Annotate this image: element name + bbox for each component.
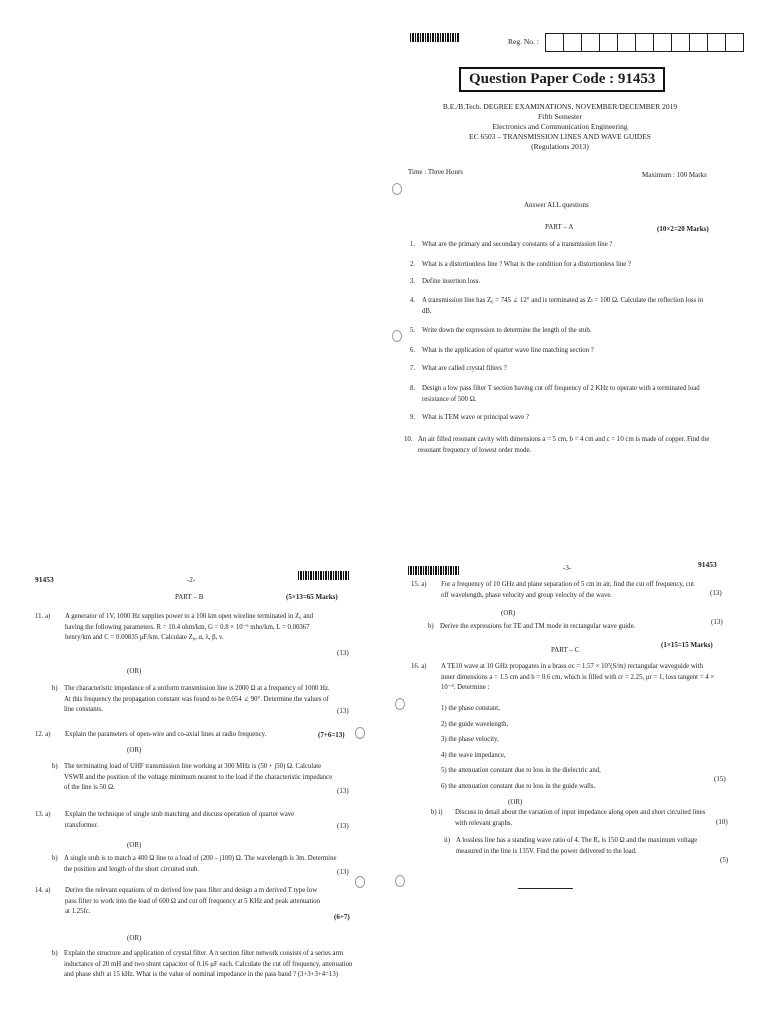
question-6 bbox=[410, 346, 730, 358]
list-item: 1) the phase constant, bbox=[441, 705, 500, 712]
question-1 bbox=[410, 240, 730, 252]
or-separator: (OR) bbox=[501, 609, 516, 617]
punch-hole-mark bbox=[395, 875, 405, 887]
marks: (13) bbox=[337, 649, 349, 657]
list-item: 6) the attenuation constant due to loss in the guide walls. bbox=[441, 782, 596, 790]
punch-hole-mark bbox=[392, 330, 402, 342]
question-text: Derive the expressions for TE and TM mode in rectangular wave guide. bbox=[440, 623, 636, 630]
reg-no-label: Reg. No. : bbox=[508, 37, 539, 46]
question-number: 15. a) bbox=[411, 581, 427, 588]
part-a-marks: (10×2=20 Marks) bbox=[657, 225, 709, 233]
barcode bbox=[408, 566, 460, 575]
question-number: b) i) bbox=[431, 809, 443, 816]
marks: (6+7) bbox=[334, 913, 350, 921]
punch-hole-mark bbox=[355, 876, 365, 888]
marks: (13) bbox=[337, 868, 349, 876]
or-separator: (OR) bbox=[127, 841, 142, 849]
marks: (10) bbox=[716, 818, 728, 826]
question-7 bbox=[410, 364, 730, 376]
marks: (13) bbox=[710, 589, 722, 597]
marks: (13) bbox=[337, 707, 349, 715]
question-number: b) bbox=[52, 685, 58, 692]
part-a-title: PART – A bbox=[545, 223, 574, 231]
question-text: What is a distortionless line ? What is the condition for a distortionless line ? bbox=[422, 261, 632, 268]
question-number: 9. bbox=[410, 414, 416, 421]
question-text: The characteristic impedance of a uniform transmission line is 2000 Ω at a frequency of 1000 Hz. At this frequency the propagation constant was found to be 0.054 ∠ 90°. Determine the values of line constants. bbox=[64, 685, 330, 713]
part-c-title: PART – C bbox=[551, 646, 580, 654]
barcode bbox=[410, 33, 460, 42]
marks: (5) bbox=[720, 856, 729, 864]
question-14b bbox=[52, 949, 357, 1004]
question-text: Write down the expression to determine the length of the stub. bbox=[422, 327, 592, 334]
question-number: 13. a) bbox=[35, 811, 51, 818]
question-text: Explain the parameters of open-wire and co-axial lines at radio frequency. bbox=[65, 731, 267, 738]
question-number: b) bbox=[52, 950, 58, 957]
question-16a bbox=[411, 662, 716, 696]
exam-header bbox=[395, 102, 725, 152]
question-text: Explain the structure and application of crystal filter. A π section filter network consists of a series arm inductance of 20 mH and two shunt capacitor of 0.16 μF each. Calculate the cut off frequency, attenuation and phase shift at 15 kHz. What is the value of nominal impedance in the pass band ? (3+3+3+4=13) bbox=[64, 950, 353, 978]
question-15a bbox=[411, 580, 701, 604]
question-text: The terminating load of UHF transmission line working at 300 MHz is (50 + j50) Ω. Calculate VSWR and the position of the voltage minimum nearest to the load if the characteristic impedance of the line is 50 Ω. bbox=[64, 763, 333, 791]
question-number: 10. bbox=[404, 436, 413, 443]
question-number: 2. bbox=[410, 261, 416, 268]
or-separator: (OR) bbox=[127, 934, 142, 942]
question-number: b) bbox=[428, 623, 434, 630]
question-text: A generator of 1V, 1000 Hz supplies power to a 100 km open wireline terminated in Z₀ and having the following parameters. R = 10.4 ohm/km, G = 0.8 × 10⁻⁶ mho/km, L = 0.00367 henry/km and C = 0.00835 μF/km. Calculate Z₀, α, λ, β, v. bbox=[65, 613, 314, 641]
max-marks: Maximum : 100 Marks bbox=[642, 171, 707, 179]
marks: (7+6=13) bbox=[318, 731, 345, 739]
question-text: Explain the technique of single stub matching and discuss operation of quarter wave transformer. bbox=[65, 811, 295, 829]
question-number: 8. bbox=[410, 385, 416, 392]
page-number: -3- bbox=[563, 564, 572, 572]
question-11a bbox=[35, 612, 315, 657]
question-text: A transmission line has Z₀ = 745 ∠ 12° and is terminated as Zₗ = 100 Ω. Calculate the reflection loss in dB. bbox=[422, 297, 704, 315]
marks: (13) bbox=[337, 822, 349, 830]
question-16b-i bbox=[431, 808, 716, 832]
marks: (13) bbox=[711, 618, 723, 626]
question-text: A TE10 wave at 10 GHz propagates in a brass σc = 1.57 × 10⁷(S/m) rectangular waveguide with inner dimensions a = 1.5 cm and b = 0.6 cm, which is filled with εr = 2.25, μr = 1, loss tangent = 4 × 10⁻⁴. Determine : bbox=[441, 663, 715, 691]
time-label: Time : Three Hours bbox=[408, 168, 464, 176]
question-paper-code: Question Paper Code : 91453 bbox=[459, 67, 665, 92]
question-text: Discuss in detail about the variation of input impedance along open and short circuited lines with relevant graphs. bbox=[455, 809, 706, 827]
paper-code: 91453 bbox=[35, 575, 54, 584]
question-text: Derive the relevant equations of m derived low pass filter and design a m derived T type low pass filter to work into the load of 600 Ω and cut off frequency at 5 KHz and peak attenuation at 1.25fc. bbox=[65, 887, 321, 915]
subject: EC 6503 – TRANSMISSION LINES AND WAVE GUIDES bbox=[469, 132, 651, 141]
question-4 bbox=[410, 296, 710, 318]
regulations: (Regulations 2013) bbox=[531, 142, 589, 151]
page-number: -2- bbox=[187, 576, 196, 584]
question-10 bbox=[404, 435, 710, 457]
question-number: 7. bbox=[410, 365, 416, 372]
list-item: 3) the phase velocity, bbox=[441, 736, 499, 743]
part-c-marks: (1×15=15 Marks) bbox=[661, 641, 713, 649]
reg-no-boxes[interactable] bbox=[546, 33, 744, 52]
question-16b-ii bbox=[444, 836, 716, 870]
list-item: 4) the wave impedance, bbox=[441, 751, 506, 759]
question-number: 14. a) bbox=[35, 887, 51, 894]
marks: (15) bbox=[714, 775, 726, 783]
question-number: 12. a) bbox=[35, 731, 51, 738]
list-item: 2) the guide wavelength, bbox=[441, 720, 509, 728]
question-number: 5. bbox=[410, 327, 416, 334]
question-text: Define insertion loss. bbox=[422, 278, 480, 285]
question-number: ii) bbox=[444, 837, 451, 844]
branch: Electronics and Communication Engineering bbox=[492, 122, 628, 131]
question-number: 6. bbox=[410, 347, 416, 354]
or-separator: (OR) bbox=[127, 667, 142, 675]
question-3 bbox=[410, 277, 730, 289]
question-9 bbox=[410, 413, 730, 425]
question-text: A single stub is to match a 400 Ω line to a load of (200 – j100) Ω. The wavelength is 3m. Determine the position and length of the short circuited stub. bbox=[64, 855, 337, 873]
question-11b bbox=[52, 684, 337, 718]
question-text: An air filled resonant cavity with dimensions a = 5 cm, b = 4 cm and c = 10 cm is made of copper. Find the resonant frequency of lowest order mode. bbox=[418, 436, 710, 454]
punch-hole-mark bbox=[392, 183, 402, 195]
question-text: What are called crystal filters ? bbox=[422, 365, 507, 372]
paper-code: 91453 bbox=[698, 560, 717, 569]
question-13a bbox=[35, 810, 315, 834]
marks: (13) bbox=[337, 787, 349, 795]
or-separator: (OR) bbox=[508, 798, 523, 806]
question-text: Design a low pass filter T section having cut off frequency of 2 KHz to operate with a terminated load resistance of 500 Ω. bbox=[422, 385, 700, 403]
question-text: What is TEM wave or principal wave ? bbox=[422, 414, 529, 421]
question-5 bbox=[410, 326, 730, 338]
question-15b bbox=[428, 622, 718, 634]
question-number: b) bbox=[52, 763, 58, 770]
punch-hole-mark bbox=[395, 698, 405, 710]
part-b-marks: (5×13=65 Marks) bbox=[286, 593, 338, 601]
question-number: 4. bbox=[410, 297, 416, 304]
question-14a bbox=[35, 886, 325, 920]
or-separator: (OR) bbox=[127, 746, 142, 754]
question-text: What is the application of quarter wave line matching section ? bbox=[422, 347, 594, 354]
question-13b bbox=[52, 854, 337, 878]
question-12b bbox=[52, 762, 337, 796]
question-number: 11. a) bbox=[35, 613, 51, 620]
question-text: A lossless line has a standing wave ratio of 4. The Rₒ is 150 Ω and the maximum voltage measured in the line is 135V. Find the power delivered to the load. bbox=[456, 837, 698, 855]
part-b-title: PART – B bbox=[175, 593, 204, 601]
question-2 bbox=[410, 260, 730, 272]
instruction: Answer ALL questions bbox=[524, 201, 589, 209]
list-item: 5) the attenuation constant due to loss in the dielectric and, bbox=[441, 767, 601, 774]
question-number: b) bbox=[52, 855, 58, 862]
semester: Fifth Semester bbox=[538, 112, 582, 121]
exam-name: B.E./B.Tech. DEGREE EXAMINATIONS, NOVEMBER/DECEMBER 2019 bbox=[442, 102, 678, 111]
question-12a bbox=[35, 730, 320, 742]
question-8 bbox=[410, 384, 710, 406]
end-rule bbox=[518, 888, 573, 889]
q16a-sub-items bbox=[441, 705, 721, 798]
question-number: 16. a) bbox=[411, 663, 427, 670]
punch-hole-mark bbox=[355, 727, 365, 739]
question-text: What are the primary and secondary constants of a transmission line ? bbox=[422, 241, 613, 248]
barcode bbox=[298, 571, 350, 580]
question-number: 1. bbox=[410, 241, 416, 248]
question-text: For a frequency of 10 GHz and plane separation of 5 cm in air, find the cut off frequency, cut off wavelength, phase velocity and group velocity of the wave. bbox=[441, 581, 695, 599]
question-number: 3. bbox=[410, 278, 416, 285]
